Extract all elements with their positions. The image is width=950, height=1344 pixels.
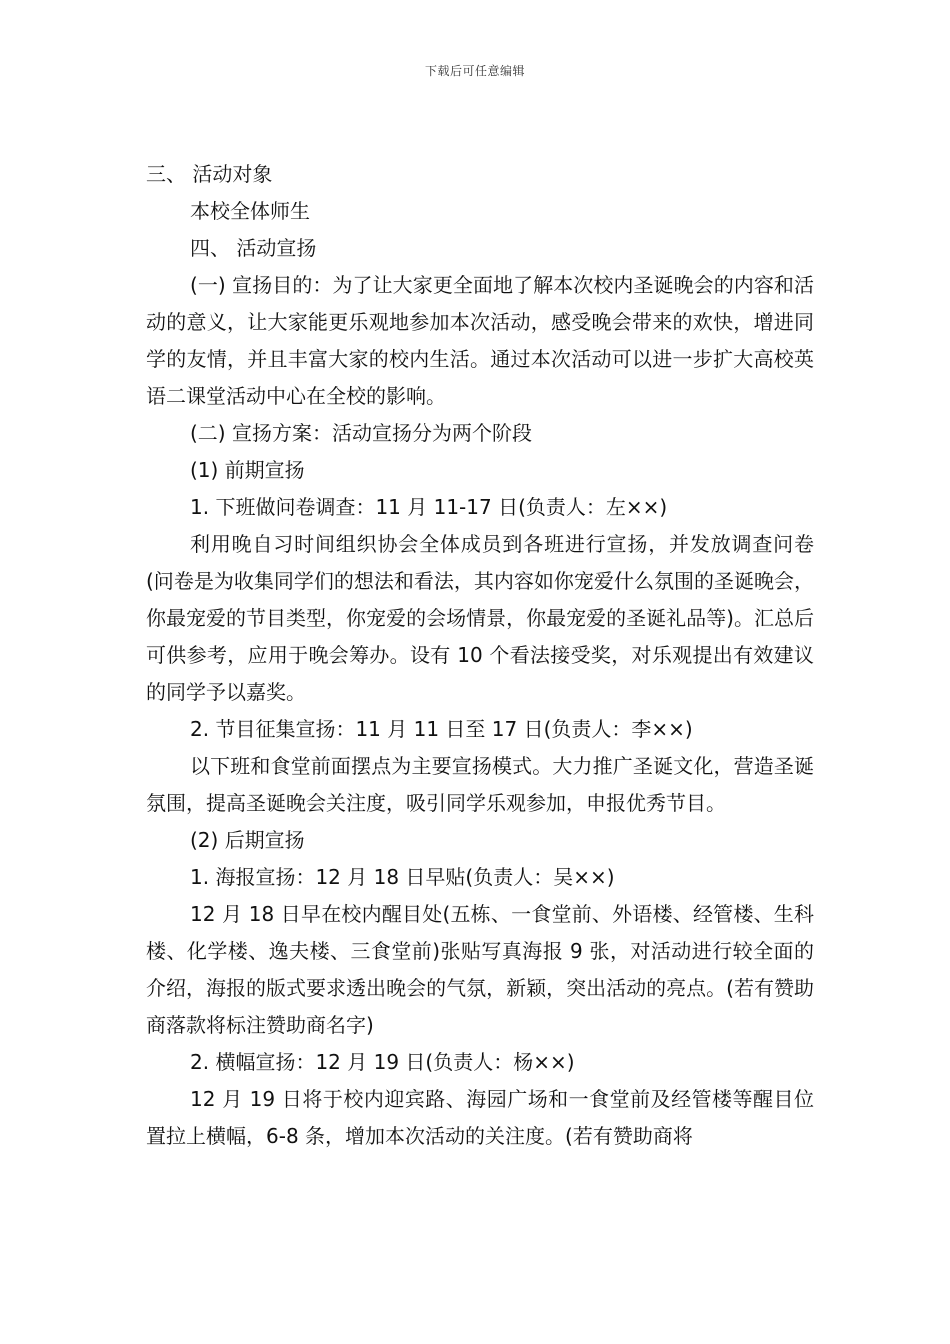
paragraph-banner: 12 月 19 日将于校内迎宾路、海园广场和一食堂前及经管楼等醒目位置拉上横幅，6-8 条，增加本次活动的关注度。(若有赞助商将 [146, 1087, 814, 1148]
section-heading-promotion: 四、 活动宣扬 [190, 236, 317, 260]
paragraph-questionnaire: 利用晚自习时间组织协会全体成员到各班进行宣扬，并发放调查问卷(问卷是为收集同学们的想法和看法，其内容如你宠爱什么氛围的圣诞晚会，你最宠爱的节目类型，你宠爱的会场情景，你最宠爱的圣诞礼品等)。汇总后可供参考，应用于晚会筹办。设有 10 个看法接受奖，对乐观提出有效建议的同学予以嘉奖。 [146, 532, 814, 704]
document-body [146, 156, 814, 1155]
item-program-collection: 2. 节目征集宣扬：11 月 11 日至 17 日(负责人：李××) [190, 717, 693, 741]
header-note: 下载后可任意编辑 [424, 64, 525, 78]
paragraph-promotion-purpose: (一) 宣扬目的：为了让大家更全面地了解本次校内圣诞晚会的内容和活动的意义，让大家能更乐观地参加本次活动，感受晚会带来的欢快，增进同学的友情，并且丰富大家的校内生活。通过本次活动可以进一步扩大高校英语二课堂活动中心在全校的影响。 [146, 273, 814, 408]
paragraph-poster: 12 月 18 日早在校内醒目处(五栋、一食堂前、外语楼、经管楼、生科楼、化学楼、逸夫楼、三食堂前)张贴写真海报 9 张，对活动进行较全面的介绍，海报的版式要求透出晚会的气氛，新颖，突出活动的亮点。(若有赞助商落款将标注赞助商名字) [146, 902, 814, 1037]
item-banner: 2. 横幅宣扬：12 月 19 日(负责人：杨××) [190, 1050, 575, 1074]
subheading-early-promotion: (1) 前期宣扬 [190, 458, 305, 482]
item-poster: 1. 海报宣扬：12 月 18 日早贴(负责人：吴××) [190, 865, 615, 889]
section-heading-audience: 三、 活动对象 [146, 162, 273, 186]
subheading-late-promotion: (2) 后期宣扬 [190, 828, 305, 852]
paragraph-program-collection: 以下班和食堂前面摆点为主要宣扬模式。大力推广圣诞文化，营造圣诞氛围，提高圣诞晚会关注度，吸引同学乐观参加，申报优秀节目。 [146, 754, 814, 815]
item-questionnaire: 1. 下班做问卷调查：11 月 11-17 日(负责人：左××) [190, 495, 668, 519]
paragraph-audience: 本校全体师生 [190, 199, 310, 223]
paragraph-promotion-plan: (二) 宣扬方案：活动宣扬分为两个阶段 [190, 421, 532, 445]
